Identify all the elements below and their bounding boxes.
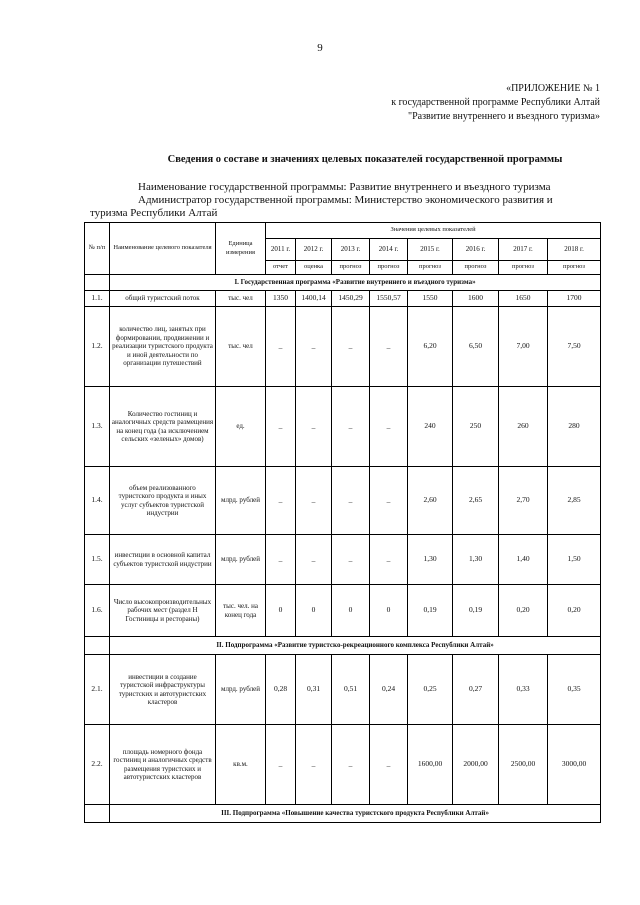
program-administrator: Администратор государственной программы: Министерство экономического развития и <box>138 194 553 206</box>
row-value: _ <box>370 725 408 805</box>
header-name: Наименование целевого показателя <box>110 223 216 275</box>
row-value: _ <box>296 535 332 585</box>
appendix-line-3: "Развитие внутреннего и въездного туризма» <box>408 111 600 122</box>
row-value: _ <box>332 307 370 387</box>
row-num: 2.2. <box>85 725 110 805</box>
row-value: 1,30 <box>453 535 499 585</box>
row-name: Количество гостиниц и аналогичных средств размещения на конец года (за исключением сельских «зеленых» домов) <box>110 387 216 467</box>
row-value: 1650 <box>499 291 548 307</box>
row-num: 2.1. <box>85 655 110 725</box>
row-value: _ <box>266 725 296 805</box>
header-year: 2014 г. <box>370 239 408 261</box>
section-title-2: II. Подпрограмма «Развитие туристско-рекреационного комплекса Республики Алтай» <box>110 637 601 655</box>
table-row <box>85 387 601 467</box>
row-name: объем реализованного туристского продукта и иных услуг субъектов туристской индустрии <box>110 467 216 535</box>
row-value: 0,27 <box>453 655 499 725</box>
row-value: _ <box>370 307 408 387</box>
header-year: 2011 г. <box>266 239 296 261</box>
table-row <box>85 535 601 585</box>
row-value: _ <box>370 467 408 535</box>
row-value: 0,33 <box>499 655 548 725</box>
header-status: прогноз <box>332 261 370 275</box>
row-value: 0,28 <box>266 655 296 725</box>
row-value: 0,19 <box>453 585 499 637</box>
row-unit: млрд. рублей <box>216 655 266 725</box>
row-value: _ <box>296 725 332 805</box>
row-value: 2,70 <box>499 467 548 535</box>
section-title-3: III. Подпрограмма «Повышение качества туристского продукта Республики Алтай» <box>110 805 601 823</box>
row-value: 1,40 <box>499 535 548 585</box>
row-value: 7,00 <box>499 307 548 387</box>
row-unit: тыс. чел. на конец года <box>216 585 266 637</box>
indicators-table <box>84 222 601 823</box>
table-row <box>85 655 601 725</box>
header-status: прогноз <box>453 261 499 275</box>
row-value: 0,51 <box>332 655 370 725</box>
row-value: _ <box>332 535 370 585</box>
header-year: 2012 г. <box>296 239 332 261</box>
row-unit: млрд. рублей <box>216 467 266 535</box>
row-value: 2500,00 <box>499 725 548 805</box>
row-value: _ <box>266 535 296 585</box>
row-value: 0,19 <box>408 585 453 637</box>
header-year: 2017 г. <box>499 239 548 261</box>
row-num: 1.1. <box>85 291 110 307</box>
row-value: 0,31 <box>296 655 332 725</box>
header-status: прогноз <box>408 261 453 275</box>
row-value: 1550 <box>408 291 453 307</box>
header-unit: Единица измерения <box>216 223 266 275</box>
row-value: _ <box>332 467 370 535</box>
row-name: общий туристский поток <box>110 291 216 307</box>
row-num: 1.4. <box>85 467 110 535</box>
header-year: 2013 г. <box>332 239 370 261</box>
section-title-1: I. Государственная программа «Развитие внутреннего и въездного туризма» <box>110 275 601 291</box>
row-value: 0 <box>296 585 332 637</box>
row-name: инвестиции в создание туристской инфраструктуры туристских и автотуристских кластеров <box>110 655 216 725</box>
row-num: 1.5. <box>85 535 110 585</box>
row-value: 1450,29 <box>332 291 370 307</box>
row-value: _ <box>370 387 408 467</box>
row-value: 0 <box>266 585 296 637</box>
row-value: _ <box>296 307 332 387</box>
appendix-block <box>391 82 600 124</box>
row-num: 1.3. <box>85 387 110 467</box>
table-row <box>85 291 601 307</box>
header-num: № п/п <box>85 223 110 275</box>
row-value: 1550,57 <box>370 291 408 307</box>
row-unit: млрд. рублей <box>216 535 266 585</box>
row-value: 0,25 <box>408 655 453 725</box>
row-value: _ <box>332 725 370 805</box>
row-num: 1.2. <box>85 307 110 387</box>
header-status: прогноз <box>499 261 548 275</box>
row-value: _ <box>266 467 296 535</box>
page-number: 9 <box>317 42 323 54</box>
row-value: 250 <box>453 387 499 467</box>
section-num-cell <box>85 805 110 823</box>
header-status: прогноз <box>548 261 601 275</box>
row-unit: кв.м. <box>216 725 266 805</box>
row-value: 6,50 <box>453 307 499 387</box>
section-num-cell <box>85 275 110 291</box>
document-title: Сведения о составе и значениях целевых показателей государственной программы <box>167 154 563 165</box>
row-value: 280 <box>548 387 601 467</box>
row-unit: тыс. чел <box>216 291 266 307</box>
row-value: 1,50 <box>548 535 601 585</box>
row-value: 7,50 <box>548 307 601 387</box>
table-row <box>85 467 601 535</box>
row-value: 260 <box>499 387 548 467</box>
row-value: 1,30 <box>408 535 453 585</box>
row-unit: тыс. чел <box>216 307 266 387</box>
row-name: Число высокопроизводительных рабочих мест (раздел H Гостиницы и рестораны) <box>110 585 216 637</box>
row-num: 1.6. <box>85 585 110 637</box>
row-value: 1400,14 <box>296 291 332 307</box>
row-value: 0 <box>332 585 370 637</box>
row-unit: ед. <box>216 387 266 467</box>
header-year: 2016 г. <box>453 239 499 261</box>
row-value: _ <box>266 387 296 467</box>
row-value: 2,60 <box>408 467 453 535</box>
row-name: количество лиц, занятых при формировании, продвижении и реализации туристского продукта и иной деятельности по организации путешествий <box>110 307 216 387</box>
row-name: инвестиции в основной капитал субъектов туристской индустрии <box>110 535 216 585</box>
header-year: 2015 г. <box>408 239 453 261</box>
row-name: площадь номерного фонда гостиниц и аналогичных средств размещения туристских и автотуристских кластеров <box>110 725 216 805</box>
program-name: Наименование государственной программы: Развитие внутреннего и въездного туризма <box>138 181 551 193</box>
row-value: 0,20 <box>548 585 601 637</box>
row-value: 2000,00 <box>453 725 499 805</box>
header-year: 2018 г. <box>548 239 601 261</box>
section-num-cell <box>85 637 110 655</box>
row-value: 0,20 <box>499 585 548 637</box>
row-value: _ <box>296 467 332 535</box>
program-administrator-cont: туризма Республики Алтай <box>90 207 218 219</box>
row-value: 6,20 <box>408 307 453 387</box>
table-row <box>85 585 601 637</box>
row-value: _ <box>332 387 370 467</box>
table-row <box>85 307 601 387</box>
header-values-group: Значения целевых показателей <box>266 223 601 239</box>
row-value: 2,85 <box>548 467 601 535</box>
header-status: прогноз <box>370 261 408 275</box>
row-value: 2,65 <box>453 467 499 535</box>
appendix-line-2: к государственной программе Республики Алтай <box>391 97 600 108</box>
row-value: 0 <box>370 585 408 637</box>
row-value: 240 <box>408 387 453 467</box>
program-meta <box>90 181 600 220</box>
appendix-line-1: «ПРИЛОЖЕНИЕ № 1 <box>506 83 600 94</box>
row-value: 1600 <box>453 291 499 307</box>
row-value: _ <box>266 307 296 387</box>
row-value: 0,35 <box>548 655 601 725</box>
row-value: 0,24 <box>370 655 408 725</box>
row-value: 1700 <box>548 291 601 307</box>
row-value: 3000,00 <box>548 725 601 805</box>
row-value: 1350 <box>266 291 296 307</box>
header-status: отчет <box>266 261 296 275</box>
header-status: оценка <box>296 261 332 275</box>
row-value: _ <box>370 535 408 585</box>
table-row <box>85 725 601 805</box>
row-value: 1600,00 <box>408 725 453 805</box>
row-value: _ <box>296 387 332 467</box>
